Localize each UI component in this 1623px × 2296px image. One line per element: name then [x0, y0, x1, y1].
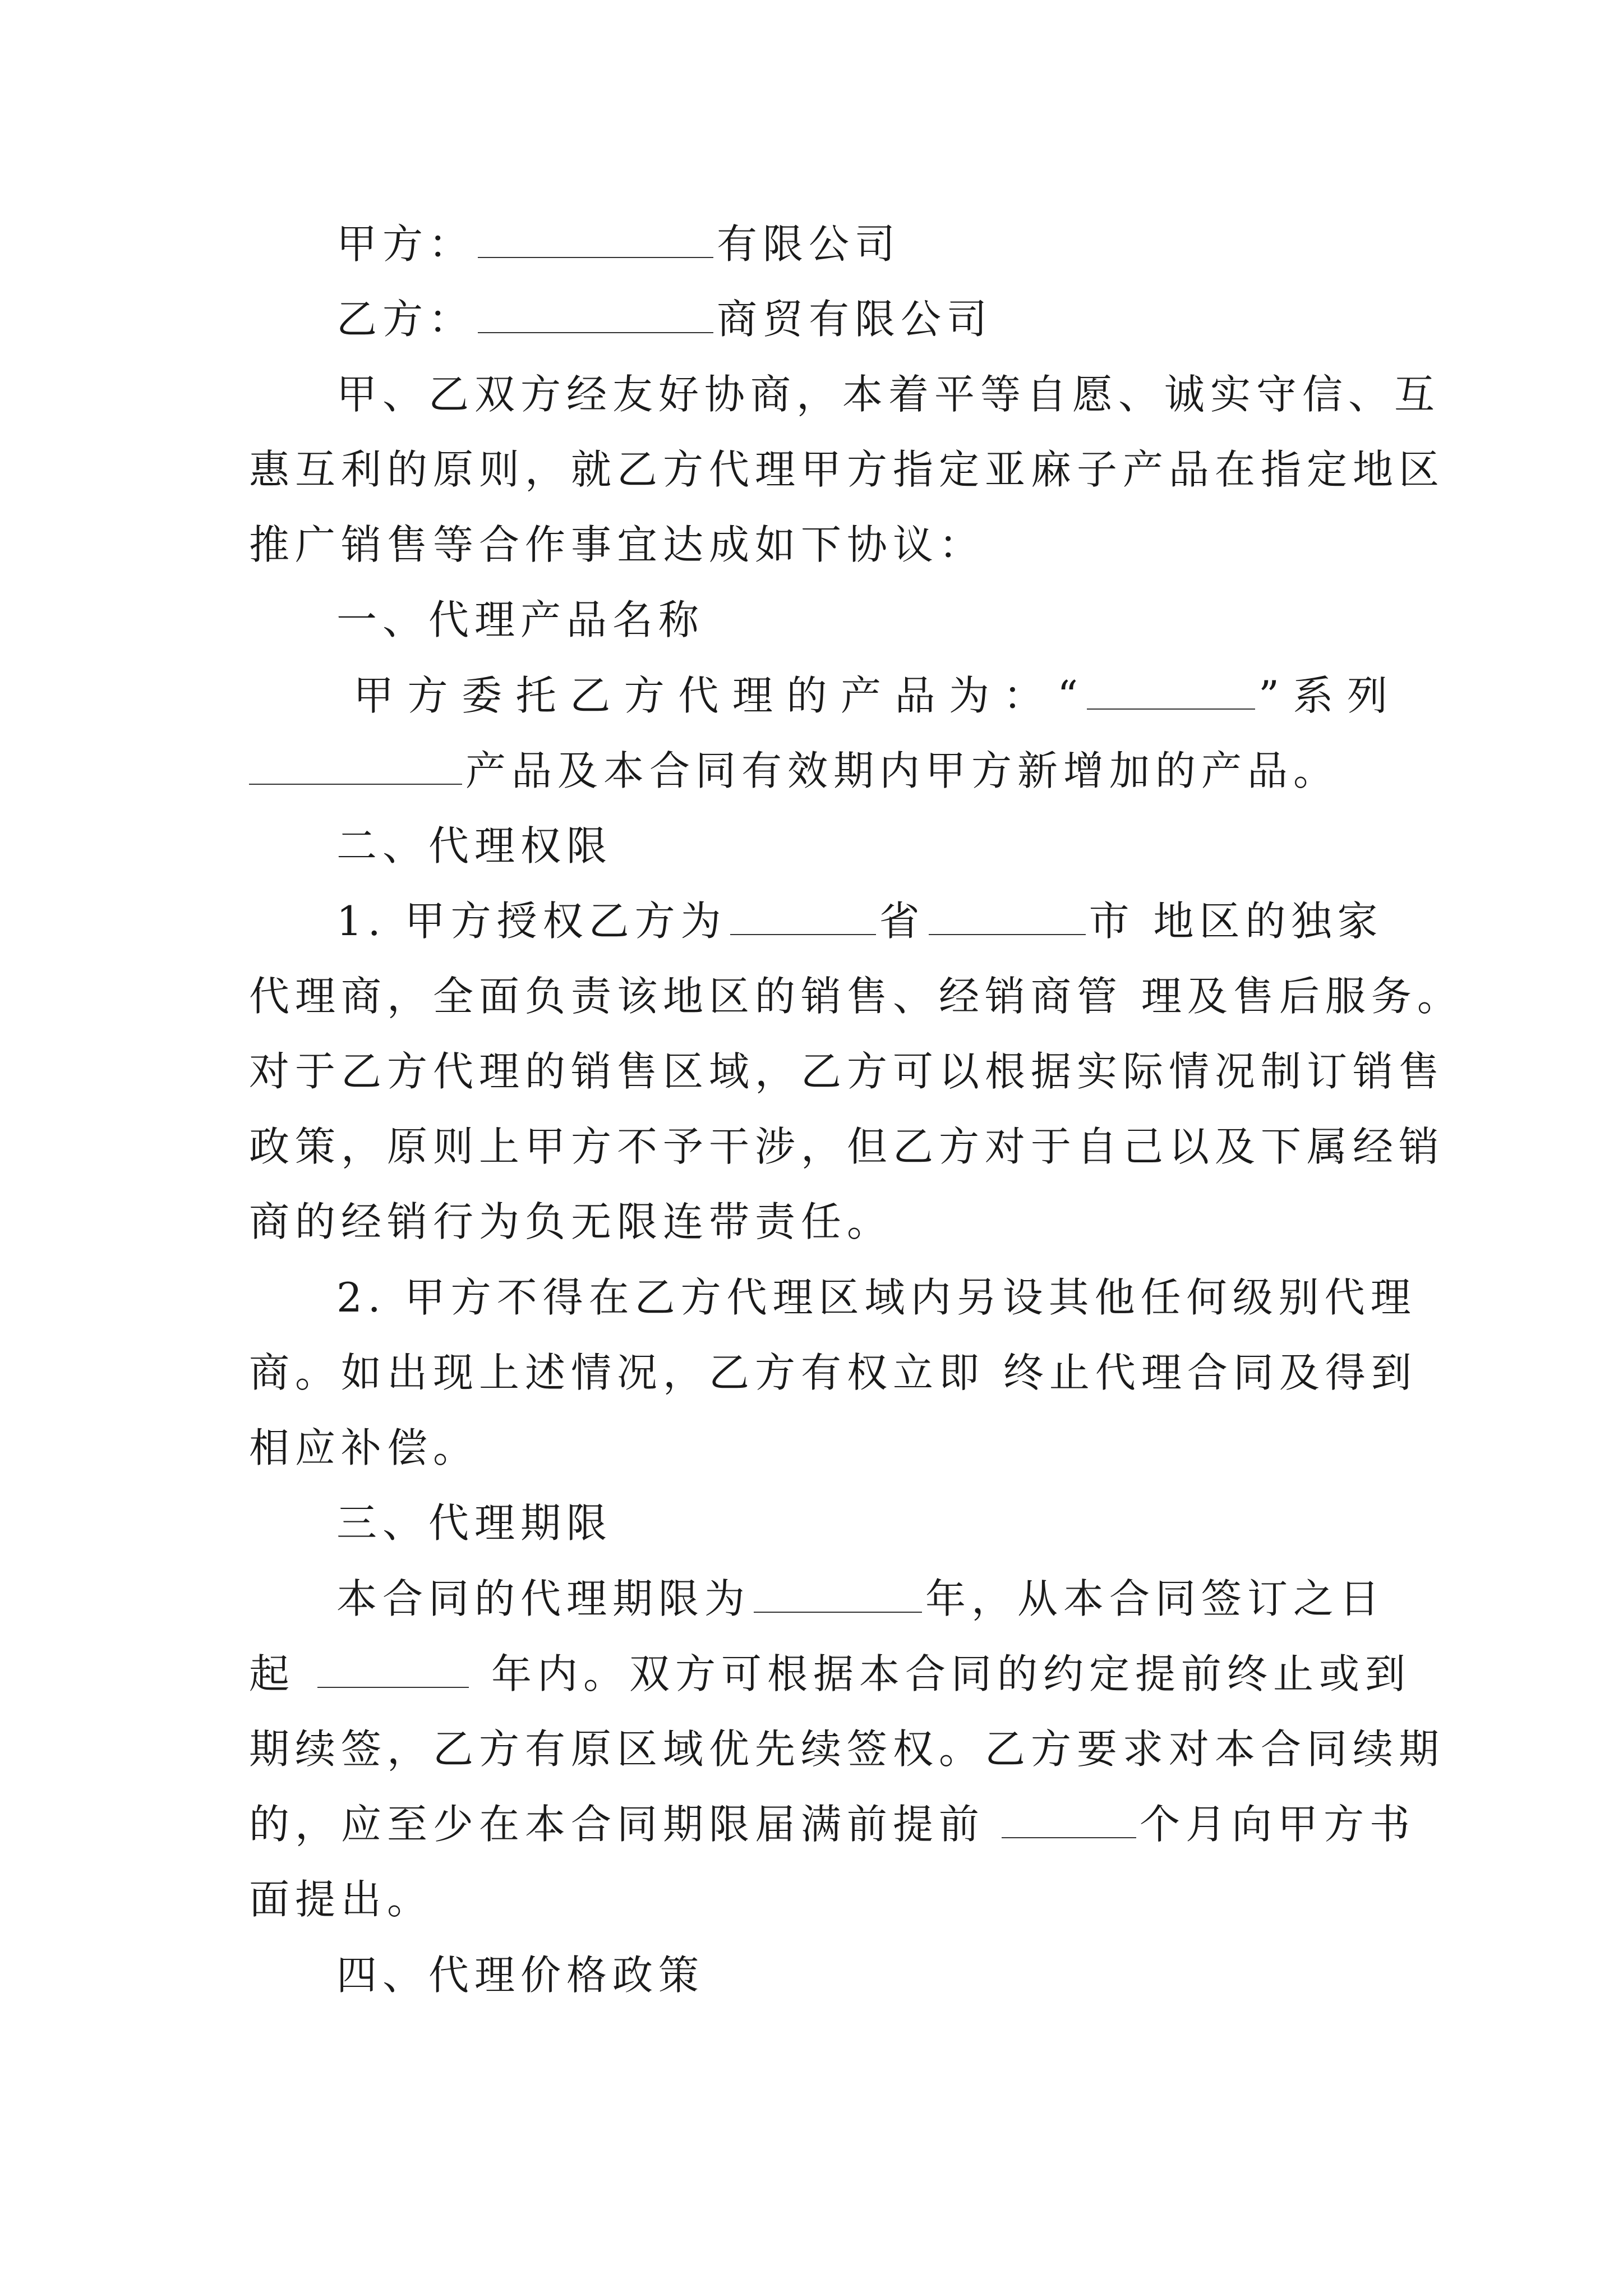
section-3-line-2b: 年内。双方可根据本合同的约定提前终止或到 [491, 1650, 1412, 1697]
section-2-p2-line-1: 2. 甲方不得在乙方代理区域内另设其他任何级别代理 [336, 1274, 1417, 1321]
product-name-blank [249, 749, 462, 785]
province-blank [730, 899, 876, 935]
preamble-line-2: 惠互利的原则，就乙方代理甲方指定亚麻子产品在指定地区 [249, 446, 1445, 493]
section-3-line-4 [249, 1796, 1416, 1852]
section-2-p1b: 省 [879, 898, 925, 945]
section-3-line-3: 期续签，乙方有原区域优先续签权。乙方要求对本合同续期 [249, 1726, 1445, 1773]
section-2-heading: 二、代理权限 [336, 822, 613, 869]
party-a-line [336, 216, 1393, 272]
section-1-line-1 [353, 668, 1393, 724]
section-3-line-5: 面提出。 [249, 1876, 434, 1923]
section-3-line-4a: 的，应至少在本合同期限届满前提前 [249, 1801, 985, 1848]
section-1-line-1a: 甲方委托乙方代理的产品为：“ [353, 672, 1084, 719]
party-a-label: 甲方： [336, 220, 475, 268]
months-blank [1002, 1802, 1136, 1838]
city-blank [929, 899, 1086, 935]
section-3-line-1b: 年，从本合同签订之日 [925, 1575, 1386, 1622]
party-a-suffix: 有限公司 [717, 220, 901, 268]
section-3-line-2 [249, 1646, 1412, 1702]
section-2-p1-line-4: 政策，原则上甲方不予干涉，但乙方对于自己以及下属经销 [249, 1123, 1445, 1170]
section-2-p1-line-5: 商的经销行为负无限连带责任。 [249, 1198, 893, 1245]
section-2-p1c: 市 地区的独家 [1089, 898, 1384, 945]
section-2-p1-line-2: 代理商，全面负责该地区的销售、经销商管 理及售后服务。 [249, 973, 1463, 1020]
term-years-blank [754, 1577, 922, 1613]
section-1-line-2-text: 产品及本合同有效期内甲方新增加的产品。 [465, 747, 1340, 794]
section-3-line-2a: 起 [249, 1650, 296, 1697]
section-2-p2-line-2: 商。如出现上述情况，乙方有权立即 终止代理合同及得到 [249, 1349, 1417, 1396]
section-3-line-4b: 个月向甲方书 [1140, 1801, 1416, 1848]
party-a-blank [478, 222, 713, 258]
section-1-heading: 一、代理产品名称 [336, 596, 705, 643]
series-name-blank [1087, 674, 1255, 710]
within-years-blank [317, 1652, 469, 1688]
section-2-p1-line-3: 对于乙方代理的销售区域，乙方可以根据实际情况制订销售 [249, 1048, 1445, 1095]
section-4-heading: 四、代理价格政策 [336, 1952, 705, 1999]
party-b-label: 乙方： [336, 296, 475, 343]
preamble-line-1: 甲、乙双方经友好协商，本着平等自愿、诚实守信、互 [336, 371, 1441, 418]
section-3-heading: 三、代理期限 [336, 1499, 613, 1547]
preamble-line-3: 推广销售等合作事宜达成如下协议： [249, 521, 985, 568]
party-b-blank [478, 297, 713, 333]
section-2-p1a: 1. 甲方授权乙方为 [336, 898, 727, 945]
section-2-p2-line-3: 相应补偿。 [249, 1424, 479, 1471]
party-b-suffix: 商贸有限公司 [717, 296, 993, 343]
section-2-p1-line-1 [336, 893, 1393, 949]
section-3-line-1 [336, 1571, 1393, 1627]
section-1-line-1b: ”系列 [1258, 672, 1394, 719]
party-b-line [336, 291, 1393, 347]
section-3-line-1a: 本合同的代理期限为 [336, 1575, 751, 1622]
section-1-line-2 [249, 743, 1393, 799]
